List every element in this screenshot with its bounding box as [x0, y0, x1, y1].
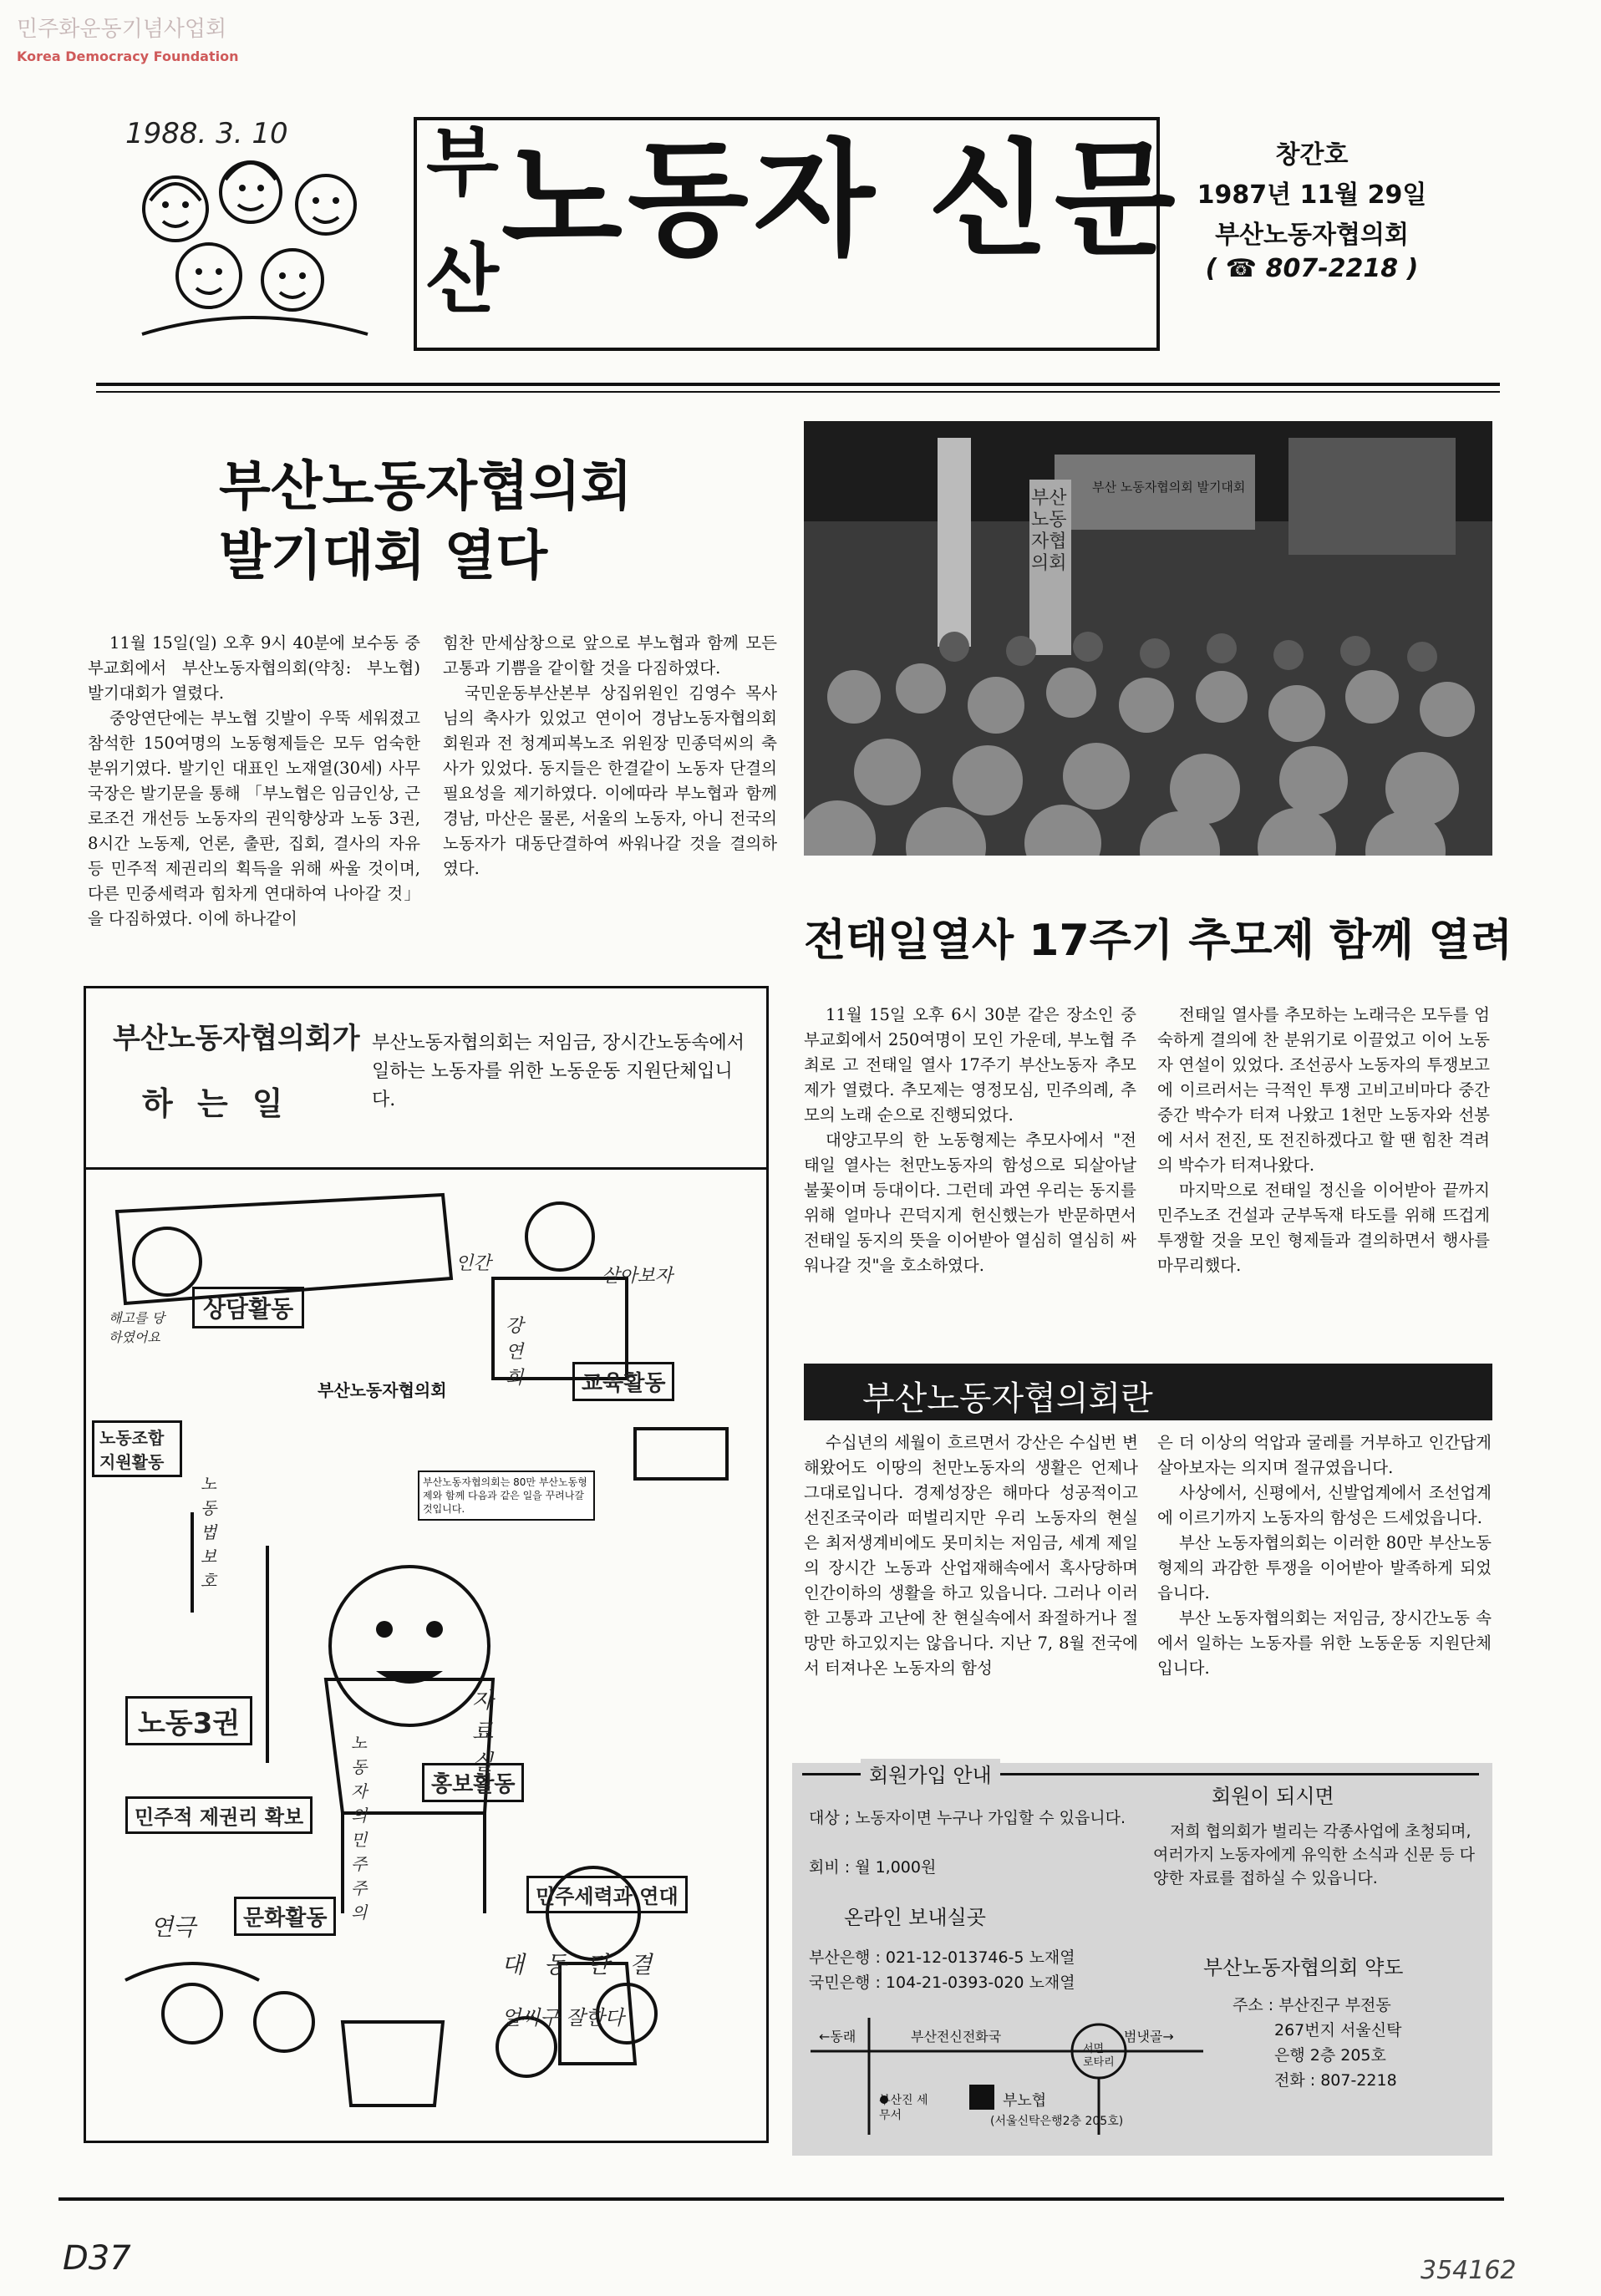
- cartoon-label-solidarity: 민주세력과 연대: [526, 1876, 688, 1913]
- membership-benefit-text: 저희 협의회가 벌리는 각종사업에 초청되며, 여러가지 노동자에게 유익한 소식과 신문 등 다양한 자료를 접하실 수 있읍니다.: [1153, 1822, 1475, 1887]
- article1-col2-p1: 힘찬 만세삼창으로 앞으로 부노협과 함께 모든 고통과 기쁨을 같이할 것을 다짐하였다.: [443, 633, 777, 678]
- hall-col2-p3: 부산 노동자협의회는 이러한 80만 부산노동형제의 과감한 투쟁을 이어받아 발족하게 되었읍니다.: [1157, 1533, 1492, 1603]
- map-office: 부노협: [1003, 2092, 1047, 2110]
- map-office-sub: (서울신탁은행2층 205호): [990, 2115, 1124, 2128]
- cartoon-label-counsel: 상담활동: [192, 1287, 304, 1328]
- article2-col1: [804, 1003, 1136, 1278]
- article1-col1-p2: 중앙연단에는 부노협 깃발이 우뚝 세워졌고 참석한 150여명의 노동형제들은 모두 엄숙한 분위기였다. 발기인 대표인 노재열(30세) 사무국장은 발기문을 통해 「부노협은 임금인상, 근로조건 개선등 노동자의 권익향상과 노동 3권, 8시간 노동제, 언론, 출판, 집회, 결사의 자유 등 민주적 제권리의 획득을 위해 싸울 것이며, 다른 민중세력과 힘차게 연대하여 나아갈 것」을 다짐하였다. 이에 하나같이: [88, 709, 420, 928]
- article2-col2: [1157, 1003, 1490, 1278]
- masthead-busan-1: 부: [426, 119, 499, 206]
- cartoon-sign: 부산노동자협의회는 80만 부산노동형제와 함께 다음과 같은 일을 꾸려나갈 것입니다.: [418, 1471, 595, 1521]
- role-title-1: 부산노동자협의회가: [113, 1022, 360, 1055]
- map-telecom: 부산전신전화국: [911, 2029, 1002, 2045]
- cartoon-label-publicity: 홍보활동: [422, 1763, 524, 1802]
- photo-banner-text: 부산 노동자협의회 발기대회: [1092, 480, 1246, 495]
- cartoon-label-union: 노동조합 지원활동: [92, 1420, 182, 1477]
- article1-col2: [443, 631, 777, 881]
- photo-side-banner: 부산노동자협의회: [1031, 488, 1067, 574]
- address-line-1: 주소 : 부산진구 부전동: [1233, 1996, 1391, 2014]
- role-title-2: 하 는 일: [142, 1085, 290, 1122]
- masthead-issue: 창간호: [1275, 140, 1349, 170]
- cartoon-label-cheer: 얼씨구 잘한다: [501, 2006, 624, 2029]
- membership-benefit-title: 회원이 되시면: [1212, 1785, 1334, 1808]
- hall-col2-p1: 은 더 이상의 억압과 굴레를 거부하고 인간답게 살아보자는 의지며 절규였읍니다.: [1157, 1433, 1492, 1477]
- cartoon-label-human: 인간: [455, 1253, 491, 1274]
- masthead-title: 노동자 신문: [501, 128, 1181, 273]
- address-tel: 전화 : 807-2218: [1274, 2071, 1397, 2090]
- cartoon-label-fired: 해고를 당하였어요: [109, 1310, 165, 1345]
- role-text: 부산노동자협의회는 저임금, 장시간노동속에서 일하는 노동자를 위한 노동운동 지원단체입니다.: [372, 1033, 745, 1110]
- masthead-publisher: 부산노동자협의회: [1215, 221, 1409, 250]
- membership-bank2: 국민은행 : 104-21-0393-020 노재열: [809, 1973, 1075, 1992]
- masthead-phone: ( ☎ 807-2218 ): [1205, 254, 1419, 283]
- bottom-rule: [58, 2197, 1504, 2201]
- cartoon-label-archive: 자료실: [472, 1689, 494, 1775]
- cartoon-label-education: 교육활동: [572, 1362, 674, 1401]
- watermark-sub: Korea Democracy Foundation: [17, 48, 239, 64]
- cartoon-label-three-rights: 노동3권: [125, 1696, 252, 1745]
- membership-online-title: 온라인 보내실곳: [844, 1906, 986, 1929]
- membership-title: 회원가입 안내: [861, 1759, 1000, 1788]
- article1-headline-1: 부산노동자협의회: [219, 456, 633, 518]
- masthead-date: 1987년 11월 29일: [1197, 180, 1427, 210]
- membership-fee: 회비 : 월 1,000원: [809, 1858, 937, 1877]
- top-rule: [96, 383, 1500, 386]
- cartoon-label-play: 연극: [150, 1913, 196, 1941]
- masthead-busan-2: 산: [426, 236, 499, 323]
- cartoon-label-live: 살아보자: [602, 1266, 673, 1287]
- map-rotary: 서면 로타리: [1083, 2043, 1115, 2069]
- article1-headline-2: 발기대회 열다: [219, 526, 548, 587]
- cartoon-label-unity: 대동단결: [501, 1951, 673, 1979]
- cartoon-label-org: 부산노동자협의회: [318, 1380, 447, 1400]
- map-left: ←동래: [819, 2029, 856, 2045]
- hall-col1: 수십년의 세월이 흐르면서 강산은 수십번 변해왔어도 이땅의 천만노동자의 생활은 언제나 그대로입니다. 경제성장은 해마다 성공적이고 선진조국이라 떠벌리지만 우리 노동자의 현실은 최저생계비에도 못미치는 저임금, 세계 제일의 장시간 노동과 산업재해속에서 혹사당하며 인간이하의 생활을 하고 있읍니다. 그러나 이러한 고통과 고난에 찬 현실속에서 좌절하거나 절망만 하고있지는 않읍니다. 지난 7, 8월 전국에서 터져나온 노동자의 함성: [804, 1433, 1138, 1678]
- cartoon-label-democracy: 노동자의 민주주의: [351, 1733, 368, 1923]
- address-line-2: 267번지 서울신탁: [1274, 2021, 1402, 2039]
- cartoon-label-lecture: 강연회: [506, 1316, 524, 1389]
- membership-address: [1233, 1993, 1401, 2093]
- hall-col2: [1157, 1430, 1492, 1681]
- membership-target: 대상 ; 노동자이면 누구나 가입할 수 있읍니다.: [809, 1809, 1126, 1827]
- article2-col2-p2: 마지막으로 전태일 정신을 이어받아 끝까지 민주노조 건설과 군부독재 타도를 위해 뜨겁게 투쟁할 것을 모인 형제들과 결의하면서 행사를 마무리했다.: [1157, 1181, 1490, 1275]
- map-tax-office: 부산진 세무서: [879, 2094, 928, 2122]
- cartoon-label-law: 노동법 보호: [201, 1474, 217, 1591]
- top-rule-thin: [96, 391, 1500, 393]
- membership-map-title: 부산노동자협의회 약도: [1203, 1956, 1404, 1979]
- article2-col1-p1: 11월 15일 오후 6시 30분 같은 장소인 중부교회에서 250여명이 모인 가운데, 부노협 주최로 고 전태일 열사 17주기 부산노동자 추모제가 열렸다. 추모제는 영정모심, 민주의례, 추모의 노래 순으로 진행되었다.: [804, 1005, 1136, 1125]
- hall-col2-p4: 부산 노동자협의회는 저임금, 장시간노동 속에서 일하는 노동자를 위한 노동운동 지원단체입니다.: [1157, 1608, 1492, 1678]
- hall-col2-p2: 사상에서, 신평에서, 신발업계에서 조선업계에 이르기까지 노동자의 함성은 드세었읍니다.: [1157, 1483, 1492, 1527]
- article1-col1: [88, 631, 420, 932]
- article1-col2-p2: 국민운동부산본부 상집위원인 김영수 목사님의 축사가 있었고 연이어 경남노동자협의회 회원과 전 청계피복노조 위원장 민종덕씨의 축사가 있었다. 동지들은 한결같이 노동자 단결의 필요성을 제기하였다. 이에따라 부노협과 함께 경남, 마산은 물론, 서울의 노동자, 아니 전국의 노동자가 대동단결하여 싸워나갈 것을 결의하였다.: [443, 683, 777, 878]
- hall-banner: 부산노동자협의회란: [804, 1364, 1492, 1420]
- article2-col1-p2: 대양고무의 한 노동형제는 추모사에서 "전태일 열사는 천만노동자의 함성으로 되살아날 불꽃이며 등대이다. 그런데 과연 우리는 동지를 위해 얼마나 끈덕지게 헌신했는가 반문하면서 전태일 동지의 뜻을 이어받아 열심히 열심히 싸워나갈 것"을 호소하였다.: [804, 1130, 1136, 1275]
- membership-bank1: 부산은행 : 021-12-013746-5 노재열: [809, 1948, 1075, 1967]
- masthead-illustration: [125, 142, 376, 343]
- article1-col1-p1: 11월 15일(일) 오후 9시 40분에 보수동 중부교회에서 부산노동자협의회(약칭: 부노협) 발기대회가 열렸다.: [88, 633, 420, 703]
- footer-right-mark: 354162: [1421, 2256, 1517, 2285]
- cartoon-label-culture: 문화활동: [234, 1897, 336, 1936]
- handwritten-date: 1988. 3. 10: [125, 117, 288, 150]
- map-right: 범냇골→: [1124, 2029, 1174, 2045]
- address-line-3: 은행 2층 205호: [1274, 2046, 1386, 2065]
- cartoon-label-rights: 민주적 제권리 확보: [125, 1796, 313, 1834]
- article2-headline: 전태일열사 17주기 추모제 함께 열려: [804, 916, 1513, 966]
- article2-col2-p1: 전태일 열사를 추모하는 노래극은 모두를 엄숙하게 결의에 찬 분위기로 이끌었고 이어 노동자 연설이 있었다. 조선공사 노동자의 투쟁보고에 이르러서는 극적인 투쟁 고비고비마다 중간중간 박수가 터져 나왔고 1천만 노동자와 선봉에 서서 전진, 또 전진하겠다고 할 땐 힘찬 격려의 박수가 터져나왔다.: [1157, 1005, 1490, 1175]
- event-photo: [804, 421, 1492, 856]
- watermark-text: 민주화운동기념사업회: [17, 17, 227, 42]
- footer-left-mark: D37: [63, 2239, 131, 2278]
